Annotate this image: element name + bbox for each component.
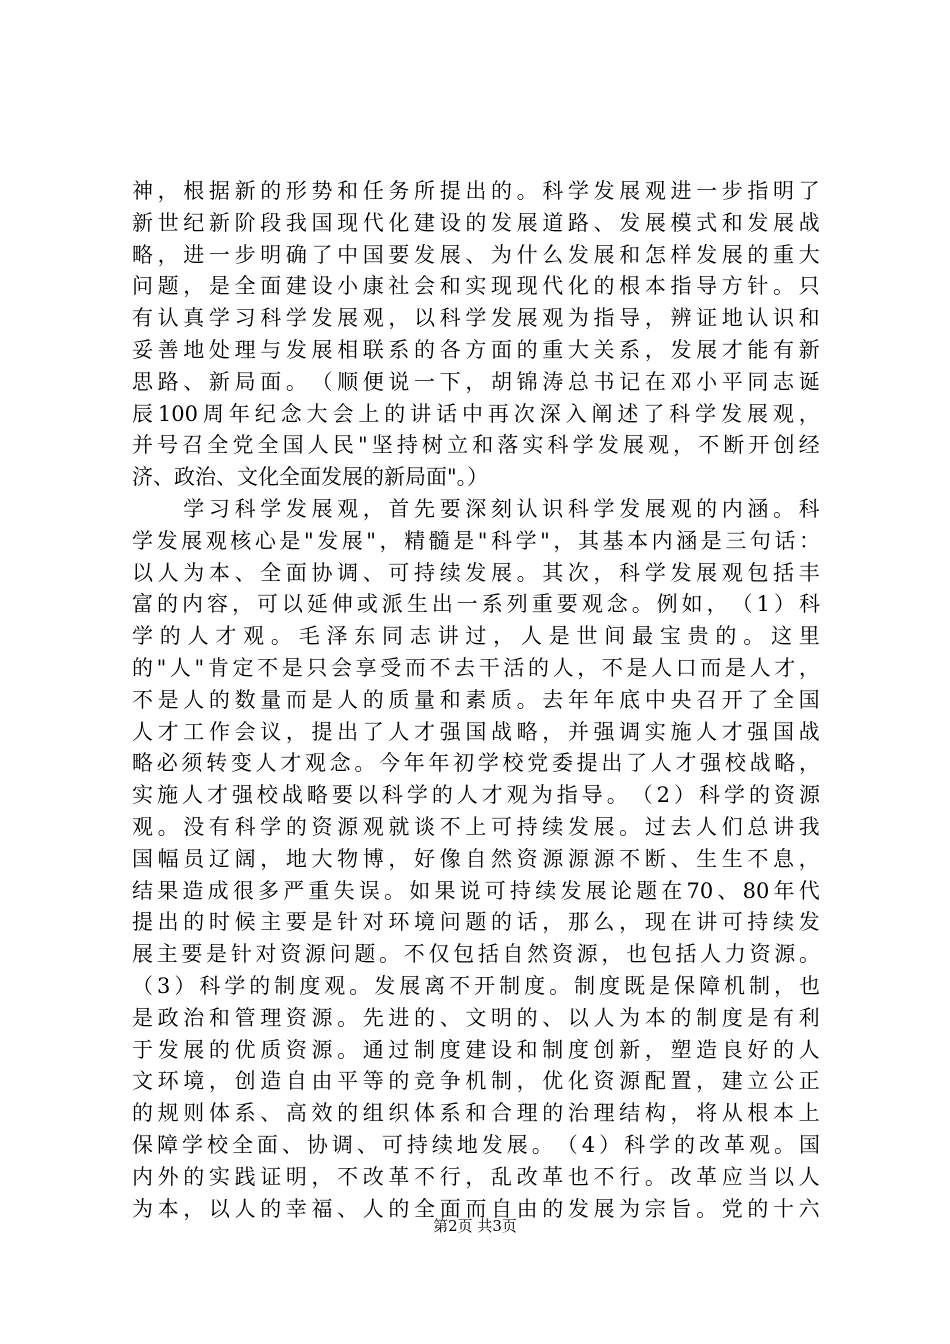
text-line: 内 外 的 实 践 证 明 ， 不 改 革 不 行 ， 乱 改 革 也 不 行 。 改 革 应 当 以 人 bbox=[132, 1164, 820, 1189]
text-line: 学 的 人 才 观 。 毛 泽 东 同 志 讲 过 ， 人 是 世 间 最 宝 贵 的 。 这 里 bbox=[132, 624, 820, 649]
text-line: 是 政 治 和 管 理 资 源 。 先 进 的 、 文 明 的 、 以 人 为 本 的 制 度 是 有 利 bbox=[132, 1005, 820, 1030]
text-line: 有 认 真 学 习 科 学 发 展 观 ， 以 科 学 发 展 观 为 指 导 ， 辨 证 地 认 识 和 bbox=[132, 306, 820, 331]
text-line: 为 本 ， 以 人 的 幸 福 、 人 的 全 面 而 自 由 的 发 展 为 宗 旨 。 党 的 十 六 bbox=[132, 1196, 820, 1221]
text-line: 的 " 人 " 肯 定 不 是 只 会 享 受 而 不 去 干 活 的 人 ， 不 是 人 口 而 是 人 才 ， bbox=[132, 655, 820, 680]
text-line: 济、政治、文化全面发展的新局面"。） bbox=[132, 465, 489, 490]
text-line: 新 世 纪 新 阶 段 我 国 现 代 化 建 设 的 发 展 道 路 、 发 展 模 式 和 发 展 战 bbox=[132, 210, 820, 235]
text-line: 展 主 要 是 针 对 资 源 问 题 。 不 仅 包 括 自 然 资 源 ， 也 包 括 人 力 资 源 。 bbox=[132, 942, 820, 967]
text-line: 辰 100 周 年 纪 念 大 会 上 的 讲 话 中 再 次 深 入 阐 述 了 科 学 发 展 观 ， bbox=[132, 401, 820, 426]
document-body bbox=[132, 176, 820, 1225]
text-line: 学 发 展 观 核 心 是 " 发 展 " ， 精 髓 是 " 科 学 " ， 其 基 本 内 涵 是 三 句 话 ： bbox=[132, 528, 820, 553]
text-line: 的 规 则 体 系 、 高 效 的 组 织 体 系 和 合 理 的 治 理 结 构 ， 将 从 根 本 上 bbox=[132, 1101, 820, 1126]
text-line: 国 幅 员 辽 阔 ， 地 大 物 博 ， 好 像 自 然 资 源 源 源 不 断 、 生 生 不 息 ， bbox=[132, 846, 820, 871]
text-line: 思 路 、 新 局 面 。 （ 顺 便 说 一 下 ， 胡 锦 涛 总 书 记 在 邓 小 平 同 志 诞 bbox=[132, 369, 820, 394]
text-line: 略 ， 进 一 步 明 确 了 中 国 要 发 展 、 为 什 么 发 展 和 怎 样 发 展 的 重 大 bbox=[132, 242, 820, 267]
text-line: 实 施 人 才 强 校 战 略 要 以 科 学 的 人 才 观 为 指 导 。 （ 2 ） 科 学 的 资 源 bbox=[132, 783, 820, 808]
text-line: 保 障 学 校 全 面 、 协 调 、 可 持 续 地 发 展 。 （ 4 ） 科 学 的 改 革 观 。 国 bbox=[132, 1132, 820, 1157]
text-line: 于 发 展 的 优 质 资 源 。 通 过 制 度 建 设 和 制 度 创 新 ， 塑 造 良 好 的 人 bbox=[132, 1037, 820, 1062]
text-line: 人 才 工 作 会 议 ， 提 出 了 人 才 强 国 战 略 ， 并 强 调 实 施 人 才 强 国 战 bbox=[132, 719, 820, 744]
text-line: 学 习 科 学 发 展 观 ， 首 先 要 深 刻 认 识 科 学 发 展 观 的 内 涵 。 科 bbox=[183, 496, 820, 521]
text-line: 以 人 为 本 、 全 面 协 调 、 可 持 续 发 展 。 其 次 ， 科 学 发 展 观 包 括 丰 bbox=[132, 560, 820, 585]
text-line: 文 环 境 ， 创 造 自 由 平 等 的 竞 争 机 制 ， 优 化 资 源 配 置 ， 建 立 公 正 bbox=[132, 1069, 820, 1094]
page-footer: 第2页 共3页 bbox=[433, 1217, 517, 1235]
text-line: 提 出 的 时 候 主 要 是 针 对 环 境 问 题 的 话 ， 那 么 ， 现 在 讲 可 持 续 发 bbox=[132, 910, 820, 935]
text-line: 观 。 没 有 科 学 的 资 源 观 就 谈 不 上 可 持 续 发 展 。 过 去 人 们 总 讲 我 bbox=[132, 814, 820, 839]
text-line: 妥 善 地 处 理 与 发 展 相 联 系 的 各 方 面 的 重 大 关 系 ， 发 展 才 能 有 新 bbox=[132, 337, 820, 362]
text-line: 富 的 内 容 ， 可 以 延 伸 或 派 生 出 一 系 列 重 要 观 念 。 例 如 ， （ 1 ） 科 bbox=[132, 592, 820, 617]
text-line: 神 ， 根 据 新 的 形 势 和 任 务 所 提 出 的 。 科 学 发 展 观 进 一 步 指 明 了 bbox=[132, 179, 820, 203]
text-line: 略 必 须 转 变 人 才 观 念 。 今 年 年 初 学 校 党 委 提 出 了 人 才 强 校 战 略 ， bbox=[132, 751, 820, 776]
text-line: 并 号 召 全 党 全 国 人 民 " 坚 持 树 立 和 落 实 科 学 发 展 观 ， 不 断 开 创 经 bbox=[132, 433, 820, 458]
text-line: 结 果 造 成 很 多 严 重 失 误 。 如 果 说 可 持 续 发 展 论 题 在 70 、 80 年 代 bbox=[132, 878, 820, 903]
text-line: 问 题 ， 是 全 面 建 设 小 康 社 会 和 实 现 现 代 化 的 根 本 指 导 方 针 。 只 bbox=[132, 274, 820, 299]
text-line: （ 3 ） 科 学 的 制 度 观 。 发 展 离 不 开 制 度 。 制 度 既 是 保 障 机 制 ， 也 bbox=[132, 973, 820, 998]
text-line: 不 是 人 的 数 量 而 是 人 的 质 量 和 素 质 。 去 年 年 底 中 央 召 开 了 全 国 bbox=[132, 687, 820, 712]
